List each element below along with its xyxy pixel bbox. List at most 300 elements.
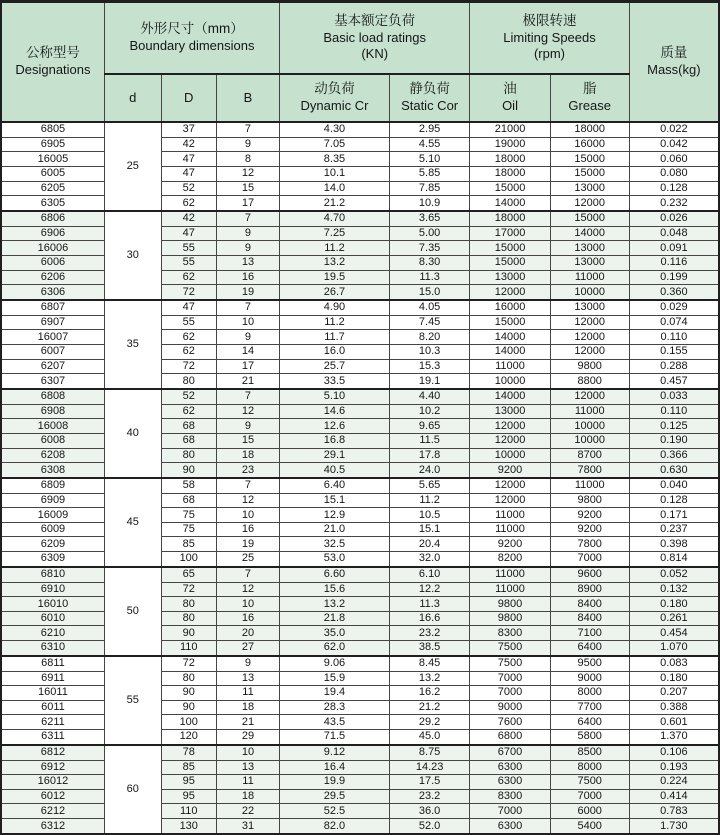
cell-mass: 0.630 bbox=[629, 463, 719, 478]
header-designations-en: Designations bbox=[15, 62, 91, 78]
cell-designation: 6910 bbox=[1, 582, 104, 597]
header-load-en: Basic load ratings bbox=[323, 30, 426, 46]
cell-outer-diameter: 52 bbox=[161, 389, 216, 404]
cell-speed-oil: 7500 bbox=[470, 641, 550, 656]
cell-static-load: 38.5 bbox=[389, 641, 469, 656]
cell-mass: 0.083 bbox=[629, 656, 719, 671]
cell-speed-grease: 11000 bbox=[550, 270, 629, 285]
cell-speed-grease: 16000 bbox=[550, 137, 629, 152]
header-boundary-en: Boundary dimensions bbox=[129, 38, 255, 54]
table-row bbox=[1, 300, 719, 315]
cell-designation: 6309 bbox=[1, 552, 104, 567]
cell-dynamic-load: 11.2 bbox=[280, 241, 390, 256]
header-limiting-speeds bbox=[470, 2, 629, 75]
cell-designation: 6809 bbox=[1, 478, 104, 493]
cell-designation: 6006 bbox=[1, 255, 104, 270]
cell-speed-grease: 8900 bbox=[550, 582, 629, 597]
cell-static-load: 3.65 bbox=[389, 211, 469, 226]
cell-designation: 6307 bbox=[1, 374, 104, 389]
cell-dynamic-load: 26.7 bbox=[280, 285, 390, 300]
cell-speed-grease: 7000 bbox=[550, 552, 629, 567]
cell-speed-grease: 12000 bbox=[550, 330, 629, 345]
cell-speed-grease: 8800 bbox=[550, 374, 629, 389]
cell-speed-oil: 7000 bbox=[470, 804, 550, 819]
cell-mass: 0.110 bbox=[629, 404, 719, 419]
cell-static-load: 8.45 bbox=[389, 656, 469, 671]
cell-outer-diameter: 80 bbox=[161, 597, 216, 612]
cell-speed-oil: 16000 bbox=[470, 300, 550, 315]
cell-outer-diameter: 72 bbox=[161, 582, 216, 597]
cell-speed-grease: 9500 bbox=[550, 656, 629, 671]
cell-outer-diameter: 62 bbox=[161, 270, 216, 285]
cell-mass: 0.128 bbox=[629, 493, 719, 508]
cell-static-load: 10.2 bbox=[389, 404, 469, 419]
cell-dynamic-load: 9.12 bbox=[280, 745, 390, 760]
cell-static-load: 17.8 bbox=[389, 448, 469, 463]
cell-speed-grease: 6400 bbox=[550, 715, 629, 730]
cell-mass: 0.074 bbox=[629, 315, 719, 330]
table-row bbox=[1, 389, 719, 404]
cell-designation: 6210 bbox=[1, 626, 104, 641]
cell-designation: 6008 bbox=[1, 433, 104, 448]
cell-width: 10 bbox=[216, 508, 279, 523]
cell-mass: 0.080 bbox=[629, 166, 719, 181]
cell-width: 7 bbox=[216, 300, 279, 315]
cell-designation: 6205 bbox=[1, 181, 104, 196]
cell-width: 16 bbox=[216, 611, 279, 626]
cell-width: 29 bbox=[216, 730, 279, 745]
cell-mass: 0.180 bbox=[629, 671, 719, 686]
cell-static-load: 7.85 bbox=[389, 181, 469, 196]
cell-dynamic-load: 40.5 bbox=[280, 463, 390, 478]
table-row bbox=[1, 478, 719, 493]
cell-outer-diameter: 72 bbox=[161, 656, 216, 671]
cell-width: 12 bbox=[216, 166, 279, 181]
cell-width: 10 bbox=[216, 745, 279, 760]
cell-speed-oil: 9800 bbox=[470, 597, 550, 612]
cell-speed-grease: 9800 bbox=[550, 493, 629, 508]
header-static-en: Static Cor bbox=[401, 98, 459, 114]
table-body bbox=[1, 122, 719, 834]
cell-speed-oil: 8300 bbox=[470, 626, 550, 641]
cell-outer-diameter: 37 bbox=[161, 122, 216, 137]
cell-speed-oil: 18000 bbox=[470, 152, 550, 167]
cell-width: 9 bbox=[216, 330, 279, 345]
cell-static-load: 24.0 bbox=[389, 463, 469, 478]
cell-dynamic-load: 14.0 bbox=[280, 181, 390, 196]
cell-static-load: 11.2 bbox=[389, 493, 469, 508]
cell-speed-oil: 11000 bbox=[470, 567, 550, 582]
cell-designation: 6911 bbox=[1, 671, 104, 686]
cell-designation: 6305 bbox=[1, 196, 104, 211]
cell-speed-oil: 13000 bbox=[470, 404, 550, 419]
header-grease-en: Grease bbox=[568, 98, 612, 114]
cell-outer-diameter: 42 bbox=[161, 211, 216, 226]
cell-speed-grease: 6000 bbox=[550, 804, 629, 819]
cell-outer-diameter: 95 bbox=[161, 775, 216, 790]
cell-speed-oil: 12000 bbox=[470, 419, 550, 434]
cell-static-load: 8.75 bbox=[389, 745, 469, 760]
cell-static-load: 23.2 bbox=[389, 789, 469, 804]
cell-static-load: 4.55 bbox=[389, 137, 469, 152]
cell-outer-diameter: 120 bbox=[161, 730, 216, 745]
cell-designation: 6811 bbox=[1, 656, 104, 671]
cell-static-load: 10.3 bbox=[389, 344, 469, 359]
cell-speed-oil: 17000 bbox=[470, 226, 550, 241]
cell-speed-oil: 19000 bbox=[470, 137, 550, 152]
cell-speed-grease: 5800 bbox=[550, 730, 629, 745]
cell-dynamic-load: 11.2 bbox=[280, 315, 390, 330]
cell-speed-oil: 11000 bbox=[470, 508, 550, 523]
cell-outer-diameter: 47 bbox=[161, 300, 216, 315]
cell-mass: 0.457 bbox=[629, 374, 719, 389]
header-col-grease bbox=[550, 74, 629, 122]
cell-speed-grease: 12000 bbox=[550, 344, 629, 359]
header-oil-en: Oil bbox=[502, 98, 518, 114]
cell-outer-diameter: 62 bbox=[161, 404, 216, 419]
cell-speed-oil: 8200 bbox=[470, 552, 550, 567]
cell-designation: 6312 bbox=[1, 819, 104, 834]
table-header bbox=[1, 2, 719, 123]
cell-dynamic-load: 13.2 bbox=[280, 255, 390, 270]
cell-mass: 0.029 bbox=[629, 300, 719, 315]
cell-designation: 6007 bbox=[1, 344, 104, 359]
cell-designation: 6808 bbox=[1, 389, 104, 404]
cell-outer-diameter: 100 bbox=[161, 552, 216, 567]
cell-speed-grease: 7700 bbox=[550, 700, 629, 715]
cell-designation: 16011 bbox=[1, 686, 104, 701]
header-col-D: D bbox=[161, 74, 216, 122]
cell-dynamic-load: 15.9 bbox=[280, 671, 390, 686]
cell-width: 7 bbox=[216, 211, 279, 226]
cell-speed-grease: 12000 bbox=[550, 315, 629, 330]
header-mass-zh: 质量 bbox=[660, 45, 688, 61]
cell-width: 7 bbox=[216, 478, 279, 493]
cell-dynamic-load: 5.10 bbox=[280, 389, 390, 404]
header-col-oil bbox=[470, 74, 550, 122]
cell-outer-diameter: 80 bbox=[161, 671, 216, 686]
cell-dynamic-load: 53.0 bbox=[280, 552, 390, 567]
cell-width: 13 bbox=[216, 255, 279, 270]
header-boundary-dimensions bbox=[104, 2, 279, 75]
cell-width: 18 bbox=[216, 448, 279, 463]
header-load-ratings bbox=[280, 2, 470, 75]
cell-mass: 0.026 bbox=[629, 211, 719, 226]
header-static-zh: 静负荷 bbox=[409, 81, 450, 97]
cell-outer-diameter: 47 bbox=[161, 166, 216, 181]
cell-designation: 16005 bbox=[1, 152, 104, 167]
cell-width: 12 bbox=[216, 582, 279, 597]
cell-speed-grease: 7800 bbox=[550, 463, 629, 478]
cell-speed-grease: 13000 bbox=[550, 255, 629, 270]
cell-speed-oil: 9200 bbox=[470, 463, 550, 478]
header-oil-zh: 油 bbox=[503, 81, 517, 97]
cell-static-load: 5.00 bbox=[389, 226, 469, 241]
cell-static-load: 15.3 bbox=[389, 359, 469, 374]
cell-width: 22 bbox=[216, 804, 279, 819]
cell-mass: 0.601 bbox=[629, 715, 719, 730]
cell-mass: 0.180 bbox=[629, 597, 719, 612]
cell-width: 10 bbox=[216, 315, 279, 330]
cell-static-load: 7.35 bbox=[389, 241, 469, 256]
cell-mass: 0.048 bbox=[629, 226, 719, 241]
cell-static-load: 16.6 bbox=[389, 611, 469, 626]
cell-mass: 0.171 bbox=[629, 508, 719, 523]
cell-speed-grease: 5400 bbox=[550, 819, 629, 834]
cell-outer-diameter: 58 bbox=[161, 478, 216, 493]
cell-speed-oil: 7600 bbox=[470, 715, 550, 730]
cell-d-merged: 45 bbox=[104, 478, 161, 567]
cell-static-load: 12.2 bbox=[389, 582, 469, 597]
cell-mass: 0.125 bbox=[629, 419, 719, 434]
cell-outer-diameter: 68 bbox=[161, 493, 216, 508]
cell-mass: 1.070 bbox=[629, 641, 719, 656]
cell-speed-oil: 10000 bbox=[470, 374, 550, 389]
cell-speed-oil: 15000 bbox=[470, 181, 550, 196]
header-dynamic-en: Dynamic Cr bbox=[300, 98, 369, 114]
cell-designation: 6806 bbox=[1, 211, 104, 226]
cell-speed-grease: 7800 bbox=[550, 537, 629, 552]
cell-speed-oil: 12000 bbox=[470, 433, 550, 448]
cell-outer-diameter: 100 bbox=[161, 715, 216, 730]
cell-static-load: 10.9 bbox=[389, 196, 469, 211]
cell-dynamic-load: 71.5 bbox=[280, 730, 390, 745]
cell-outer-diameter: 90 bbox=[161, 700, 216, 715]
cell-width: 17 bbox=[216, 359, 279, 374]
cell-dynamic-load: 16.8 bbox=[280, 433, 390, 448]
cell-speed-oil: 14000 bbox=[470, 344, 550, 359]
cell-designation: 6212 bbox=[1, 804, 104, 819]
cell-dynamic-load: 28.3 bbox=[280, 700, 390, 715]
cell-speed-grease: 8400 bbox=[550, 611, 629, 626]
cell-speed-oil: 13000 bbox=[470, 270, 550, 285]
cell-designation: 6909 bbox=[1, 493, 104, 508]
cell-dynamic-load: 25.7 bbox=[280, 359, 390, 374]
cell-speed-oil: 12000 bbox=[470, 478, 550, 493]
cell-dynamic-load: 7.25 bbox=[280, 226, 390, 241]
cell-speed-grease: 7100 bbox=[550, 626, 629, 641]
cell-outer-diameter: 72 bbox=[161, 285, 216, 300]
cell-dynamic-load: 29.1 bbox=[280, 448, 390, 463]
cell-outer-diameter: 55 bbox=[161, 255, 216, 270]
cell-speed-oil: 6300 bbox=[470, 760, 550, 775]
cell-dynamic-load: 4.70 bbox=[280, 211, 390, 226]
cell-width: 7 bbox=[216, 122, 279, 137]
cell-dynamic-load: 82.0 bbox=[280, 819, 390, 834]
cell-width: 9 bbox=[216, 419, 279, 434]
cell-static-load: 20.4 bbox=[389, 537, 469, 552]
cell-d-merged: 40 bbox=[104, 389, 161, 478]
cell-speed-grease: 7500 bbox=[550, 775, 629, 790]
cell-designation: 6308 bbox=[1, 463, 104, 478]
cell-static-load: 36.0 bbox=[389, 804, 469, 819]
cell-outer-diameter: 80 bbox=[161, 448, 216, 463]
cell-outer-diameter: 90 bbox=[161, 463, 216, 478]
cell-speed-oil: 18000 bbox=[470, 166, 550, 181]
cell-speed-oil: 15000 bbox=[470, 255, 550, 270]
cell-designation: 6005 bbox=[1, 166, 104, 181]
cell-speed-grease: 15000 bbox=[550, 166, 629, 181]
cell-outer-diameter: 80 bbox=[161, 611, 216, 626]
cell-mass: 0.155 bbox=[629, 344, 719, 359]
cell-speed-grease: 9600 bbox=[550, 567, 629, 582]
cell-dynamic-load: 19.9 bbox=[280, 775, 390, 790]
cell-speed-oil: 7000 bbox=[470, 671, 550, 686]
cell-static-load: 52.0 bbox=[389, 819, 469, 834]
cell-static-load: 2.95 bbox=[389, 122, 469, 137]
cell-static-load: 45.0 bbox=[389, 730, 469, 745]
cell-mass: 0.414 bbox=[629, 789, 719, 804]
cell-width: 18 bbox=[216, 700, 279, 715]
cell-outer-diameter: 62 bbox=[161, 330, 216, 345]
cell-speed-grease: 10000 bbox=[550, 419, 629, 434]
cell-outer-diameter: 47 bbox=[161, 226, 216, 241]
cell-dynamic-load: 21.0 bbox=[280, 522, 390, 537]
cell-width: 19 bbox=[216, 285, 279, 300]
cell-speed-oil: 9800 bbox=[470, 611, 550, 626]
cell-width: 15 bbox=[216, 181, 279, 196]
cell-mass: 0.106 bbox=[629, 745, 719, 760]
cell-width: 7 bbox=[216, 567, 279, 582]
cell-designation: 6812 bbox=[1, 745, 104, 760]
cell-designation: 6209 bbox=[1, 537, 104, 552]
cell-speed-grease: 9000 bbox=[550, 671, 629, 686]
cell-speed-grease: 10000 bbox=[550, 433, 629, 448]
cell-speed-oil: 6800 bbox=[470, 730, 550, 745]
cell-static-load: 9.65 bbox=[389, 419, 469, 434]
cell-speed-oil: 14000 bbox=[470, 389, 550, 404]
cell-width: 21 bbox=[216, 374, 279, 389]
cell-static-load: 15.0 bbox=[389, 285, 469, 300]
cell-dynamic-load: 19.5 bbox=[280, 270, 390, 285]
cell-mass: 1.370 bbox=[629, 730, 719, 745]
header-mass bbox=[629, 2, 719, 123]
cell-speed-grease: 15000 bbox=[550, 152, 629, 167]
cell-designation: 6011 bbox=[1, 700, 104, 715]
cell-width: 27 bbox=[216, 641, 279, 656]
cell-outer-diameter: 55 bbox=[161, 241, 216, 256]
cell-designation: 6009 bbox=[1, 522, 104, 537]
cell-dynamic-load: 4.90 bbox=[280, 300, 390, 315]
cell-outer-diameter: 65 bbox=[161, 567, 216, 582]
header-mass-en: Mass(kg) bbox=[647, 62, 701, 78]
cell-mass: 0.261 bbox=[629, 611, 719, 626]
cell-speed-oil: 12000 bbox=[470, 493, 550, 508]
cell-mass: 0.060 bbox=[629, 152, 719, 167]
cell-mass: 0.022 bbox=[629, 122, 719, 137]
cell-width: 9 bbox=[216, 226, 279, 241]
cell-mass: 0.091 bbox=[629, 241, 719, 256]
cell-dynamic-load: 16.0 bbox=[280, 344, 390, 359]
cell-speed-grease: 11000 bbox=[550, 404, 629, 419]
cell-width: 8 bbox=[216, 152, 279, 167]
cell-designation: 6906 bbox=[1, 226, 104, 241]
cell-static-load: 5.65 bbox=[389, 478, 469, 493]
cell-designation: 16006 bbox=[1, 241, 104, 256]
cell-static-load: 15.1 bbox=[389, 522, 469, 537]
cell-mass: 0.288 bbox=[629, 359, 719, 374]
cell-width: 13 bbox=[216, 671, 279, 686]
cell-dynamic-load: 11.7 bbox=[280, 330, 390, 345]
cell-mass: 0.237 bbox=[629, 522, 719, 537]
cell-width: 23 bbox=[216, 463, 279, 478]
cell-mass: 0.052 bbox=[629, 567, 719, 582]
cell-dynamic-load: 10.1 bbox=[280, 166, 390, 181]
cell-dynamic-load: 12.9 bbox=[280, 508, 390, 523]
cell-width: 14 bbox=[216, 344, 279, 359]
cell-speed-grease: 9200 bbox=[550, 522, 629, 537]
cell-mass: 0.128 bbox=[629, 181, 719, 196]
cell-designation: 6012 bbox=[1, 789, 104, 804]
cell-speed-oil: 10000 bbox=[470, 448, 550, 463]
header-col-dynamic bbox=[280, 74, 390, 122]
cell-mass: 0.132 bbox=[629, 582, 719, 597]
cell-static-load: 32.0 bbox=[389, 552, 469, 567]
cell-width: 16 bbox=[216, 270, 279, 285]
cell-speed-grease: 12000 bbox=[550, 196, 629, 211]
cell-outer-diameter: 90 bbox=[161, 626, 216, 641]
cell-dynamic-load: 16.4 bbox=[280, 760, 390, 775]
cell-outer-diameter: 62 bbox=[161, 344, 216, 359]
header-load-unit: (KN) bbox=[361, 46, 389, 62]
cell-speed-grease: 12000 bbox=[550, 389, 629, 404]
cell-speed-grease: 8400 bbox=[550, 597, 629, 612]
cell-static-load: 11.3 bbox=[389, 597, 469, 612]
cell-designation: 6010 bbox=[1, 611, 104, 626]
cell-designation: 6310 bbox=[1, 641, 104, 656]
cell-speed-grease: 13000 bbox=[550, 181, 629, 196]
cell-speed-grease: 11000 bbox=[550, 478, 629, 493]
cell-static-load: 5.85 bbox=[389, 166, 469, 181]
cell-designation: 16010 bbox=[1, 597, 104, 612]
cell-mass: 0.207 bbox=[629, 686, 719, 701]
header-load-zh: 基本额定负荷 bbox=[334, 13, 416, 29]
cell-mass: 0.110 bbox=[629, 330, 719, 345]
cell-outer-diameter: 95 bbox=[161, 789, 216, 804]
cell-width: 16 bbox=[216, 522, 279, 537]
cell-d-merged: 60 bbox=[104, 745, 161, 834]
header-speed-zh: 极限转速 bbox=[522, 13, 577, 29]
cell-speed-oil: 14000 bbox=[470, 330, 550, 345]
cell-width: 12 bbox=[216, 493, 279, 508]
cell-speed-grease: 7000 bbox=[550, 789, 629, 804]
cell-mass: 0.783 bbox=[629, 804, 719, 819]
cell-dynamic-load: 52.5 bbox=[280, 804, 390, 819]
cell-mass: 0.366 bbox=[629, 448, 719, 463]
cell-mass: 1.730 bbox=[629, 819, 719, 834]
cell-dynamic-load: 14.6 bbox=[280, 404, 390, 419]
cell-width: 21 bbox=[216, 715, 279, 730]
cell-outer-diameter: 80 bbox=[161, 374, 216, 389]
cell-dynamic-load: 6.60 bbox=[280, 567, 390, 582]
cell-outer-diameter: 75 bbox=[161, 508, 216, 523]
cell-outer-diameter: 52 bbox=[161, 181, 216, 196]
cell-outer-diameter: 62 bbox=[161, 196, 216, 211]
cell-designation: 16009 bbox=[1, 508, 104, 523]
cell-width: 31 bbox=[216, 819, 279, 834]
header-designations-zh: 公称型号 bbox=[25, 45, 80, 61]
cell-speed-oil: 15000 bbox=[470, 241, 550, 256]
cell-outer-diameter: 85 bbox=[161, 760, 216, 775]
cell-width: 10 bbox=[216, 597, 279, 612]
cell-speed-oil: 11000 bbox=[470, 522, 550, 537]
cell-dynamic-load: 8.35 bbox=[280, 152, 390, 167]
cell-dynamic-load: 62.0 bbox=[280, 641, 390, 656]
cell-d-merged: 30 bbox=[104, 211, 161, 300]
cell-width: 12 bbox=[216, 404, 279, 419]
cell-designation: 6207 bbox=[1, 359, 104, 374]
cell-dynamic-load: 19.4 bbox=[280, 686, 390, 701]
